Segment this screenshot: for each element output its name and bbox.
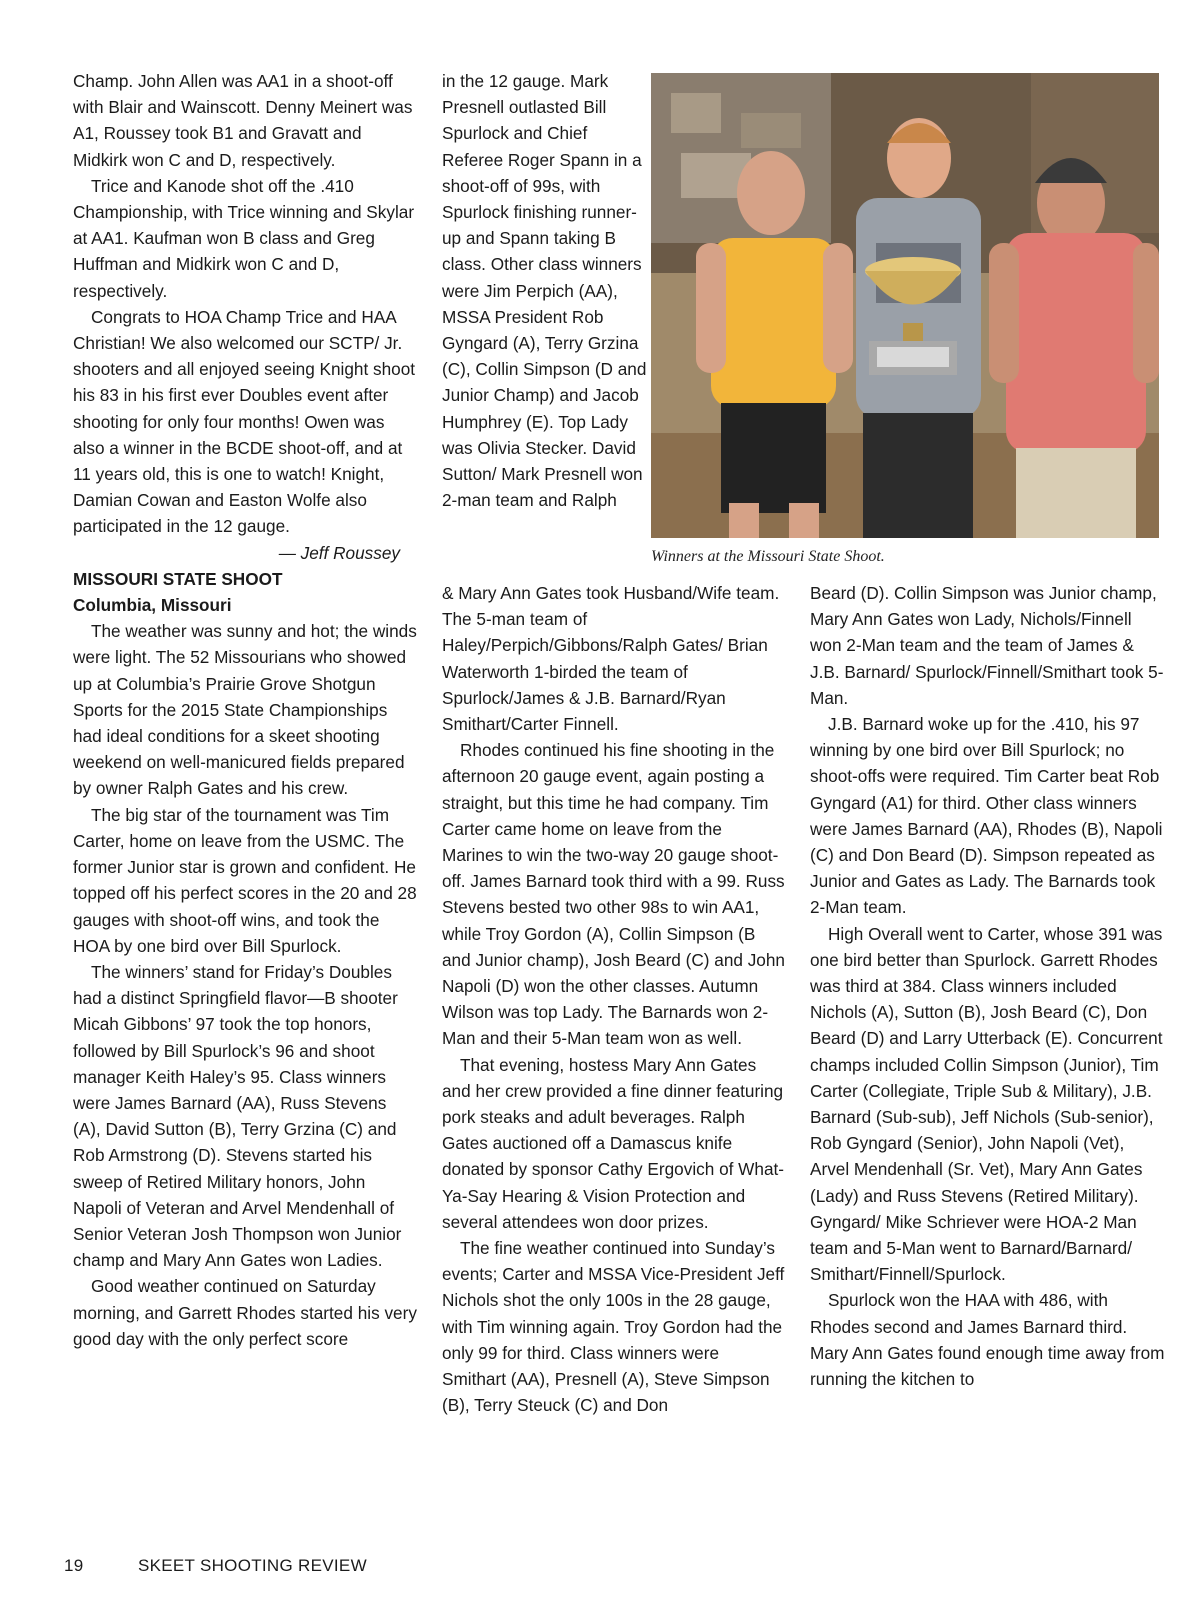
column-3 (810, 580, 1165, 1392)
paragraph: The fine weather continued into Sunday’s events; Carter and MSSA Vice-President Jeff Nichols shot the only 100s in the 28 gauge, with Tim winning again. Troy Gordon had the only 99 for third. Class winners were Smithart (AA), Presnell (A), Steve Simpson (B), Terry Steuck (C) and Don (442, 1238, 785, 1416)
paragraph: The big star of the tournament was Tim Carter, home on leave from the USMC. The former Junior star is grown and confident. He topped off his perfect scores in the 20 and 28 gauges with shoot-off wins, and took the HOA by one bird over Bill Spurlock. (73, 804, 417, 956)
author-signature: — Jeff Roussey (278, 542, 400, 563)
article-location: Columbia, Missouri (73, 595, 232, 616)
paragraph: The weather was sunny and hot; the winds were light. The 52 Missourians who showed up at Columbia’s Prairie Grove Shotgun Sports for the 2015 State Championships had ideal conditions for a skeet shooting weekend on well-manicured fields prepared by owner Ralph Gates and his crew. (73, 621, 417, 799)
winners-photo (651, 73, 1159, 538)
paragraph: & Mary Ann Gates took Husband/Wife team. The 5-man team of Haley/Perpich/Gibbons/Ralph Gates/ Brian Waterworth 1-birded the team of Spurlock/James & J.B. Barnard/Ryan Smithart/Carter Finnell. (442, 583, 780, 735)
magazine-title: SKEET SHOOTING REVIEW (138, 1556, 367, 1575)
column-2-bottom (442, 580, 787, 1419)
column-1 (73, 68, 418, 1352)
article-headline: MISSOURI STATE SHOOT (73, 568, 283, 589)
winners-photo-illustration (651, 73, 1159, 538)
paragraph: High Overall went to Carter, whose 391 was one bird better than Spurlock. Garrett Rhodes was third at 384. Class winners included Nichols (A), Sutton (B), Josh Beard (C), Don Beard (D) and Larry Utterback (E). Concurrent champs included Collin Simpson (Junior), Tim Carter (Collegiate, Triple Sub & Military), J.B. Barnard (Sub-sub), Jeff Nichols (Sub-senior), Rob Gyngard (Senior), John Napoli (Vet), Arvel Mendenhall (Sr. Vet), Mary Ann Gates (Lady) and Russ Stevens (Retired Military). Gyngard/ Mike Schriever were HOA-2 Man team and 5-Man went to Barnard/Barnard/ Smithart/Finnell/Spurlock. (810, 923, 1163, 1285)
paragraph: That evening, hostess Mary Ann Gates and her crew provided a fine dinner featuring pork steaks and adult beverages. Ralph Gates auctioned off a Damascus knife donated by sponsor Cathy Ergovich of What-Ya-Say Hearing & Vision Protection and several attendees won door prizes. (442, 1054, 785, 1232)
paragraph: Spurlock won the HAA with 486, with Rhodes second and James Barnard third. Mary Ann Gates found enough time away from running the kitchen to (810, 1290, 1165, 1390)
column-2-top (442, 68, 647, 513)
paragraph: in the 12 gauge. Mark Presnell outlasted Bill Spurlock and Chief Referee Roger Spann in a shoot-off of 99s, with Spurlock finishing runner-up and Spann taking B class. Other class winners were Jim Perpich (AA), MSSA President Rob Gyngard (A), Terry Grzina (C), Collin Simpson (D and Junior Champ) and Jacob Humphrey (E). Top Lady was Olivia Stecker. David Sutton/ Mark Presnell won 2-man team and Ralph (442, 71, 647, 511)
paragraph: Rhodes continued his fine shooting in the afternoon 20 gauge event, again posting a straight, but this time he had company. Tim Carter came home on leave from the Marines to win the two-way 20 gauge shoot-off. James Barnard took third with a 99. Russ Stevens bested two other 98s to win AA1, while Troy Gordon (A), Collin Simpson (B and Junior champ), Josh Beard (C) and John Napoli (D) won the other classes. Autumn Wilson was top Lady. The Barnards won 2-Man and their 5-Man team won as well. (442, 740, 785, 1049)
paragraph: Good weather continued on Saturday morning, and Garrett Rhodes started his very good day with the only perfect score (73, 1276, 417, 1349)
paragraph: Trice and Kanode shot off the .410 Championship, with Trice winning and Skylar at AA1. Kaufman won B class and Greg Huffman and Midkirk won C and D, respectively. (73, 175, 415, 301)
photo-caption: Winners at the Missouri State Shoot. (651, 548, 885, 565)
paragraph: Beard (D). Collin Simpson was Junior champ, Mary Ann Gates won Lady, Nichols/Finnell won 2-Man team and the team of James & J.B. Barnard/ Spurlock/Finnell/Smithart took 5-Man. (810, 583, 1164, 708)
page-number: 19 (64, 1556, 84, 1575)
paragraph: J.B. Barnard woke up for the .410, his 97 winning by one bird over Bill Spurlock; no shoot-offs were required. Tim Carter beat Rob Gyngard (A1) for third. Other class winners were James Barnard (AA), Rhodes (B), Napoli (C) and Don Beard (D). Simpson repeated as Junior and Gates as Lady. The Barnards took 2-Man team. (810, 714, 1163, 918)
paragraph: Congrats to HOA Champ Trice and HAA Christian! We also welcomed our SCTP/ Jr. shooters and all enjoyed seeing Knight shoot his 83 in his first ever Doubles event after shooting for only four months! Owen was also a winner in the BCDE shoot-off, and at 11 years old, this is one to watch! Knight, Damian Cowan and Easton Wolfe also participated in the 12 gauge. (73, 306, 416, 537)
paragraph: The winners’ stand for Friday’s Doubles had a distinct Springfield flavor—B shooter Micah Gibbons’ 97 took the top honors, followed by Bill Spurlock’s 96 and shoot manager Keith Haley’s 95. Class winners were James Barnard (AA), Russ Stevens (A), David Sutton (B), Terry Grzina (C) and Rob Armstrong (D). Stevens started his sweep of Retired Military honors, John Napoli of Veteran and Arvel Mendenhall of Senior Veteran Josh Thompson won Junior champ and Mary Ann Gates won Ladies. (73, 961, 402, 1271)
paragraph: Champ. John Allen was AA1 in a shoot-off with Blair and Wainscott. Denny Meinert was A1, Roussey took B1 and Gravatt and Midkirk won C and D, respectively. (73, 71, 413, 170)
